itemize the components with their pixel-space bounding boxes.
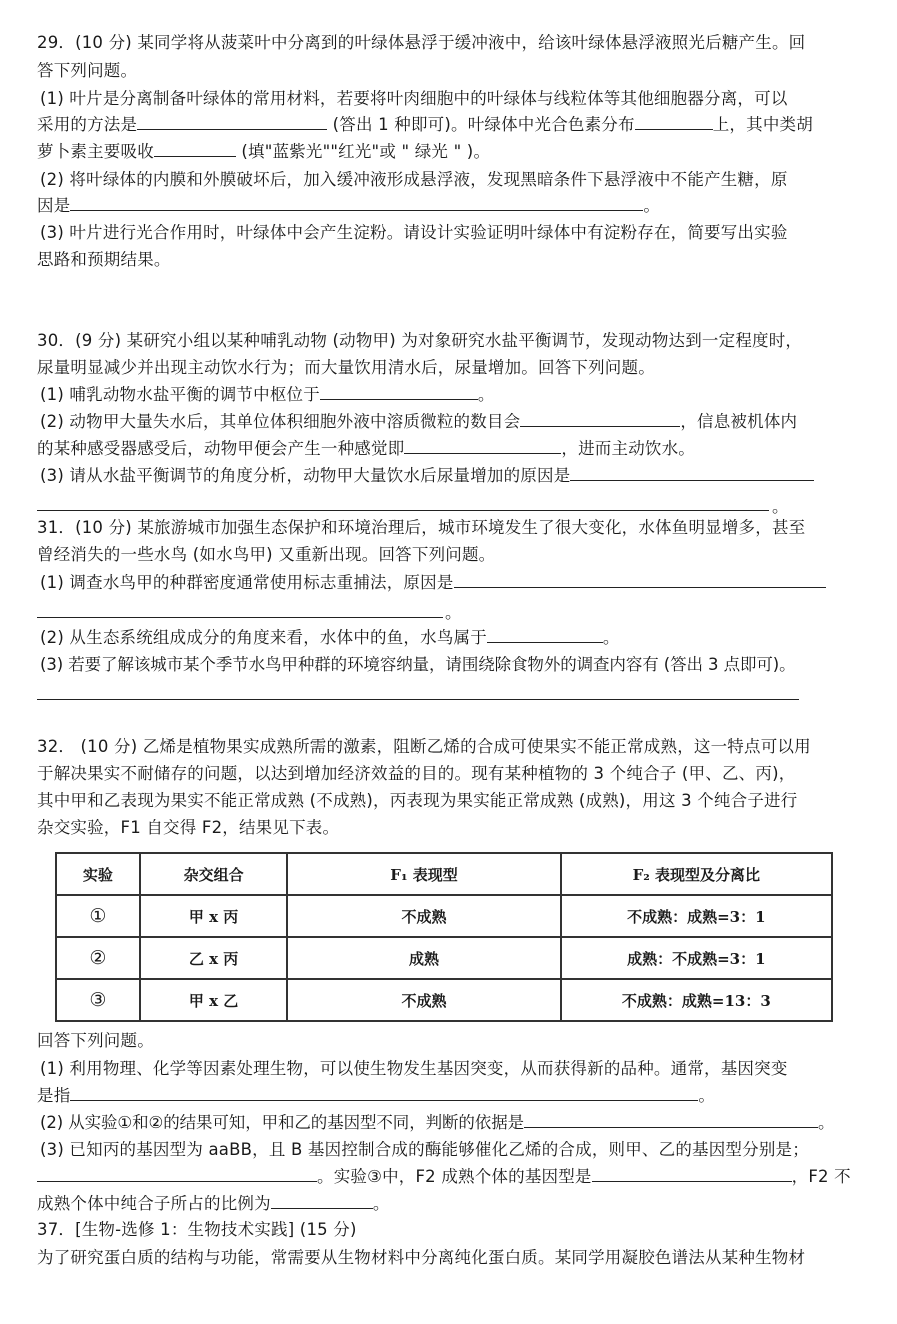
header-f1-phenotype: F₁ 表现型 [287,853,560,895]
q29-part1-text-c: 上，其中类胡 [712,115,813,134]
q31-answer-blank-reason-b[interactable] [37,617,443,618]
q29-part1-text-a: 采用的方法是 [37,115,138,134]
q30-answer-blank-urine-reason-a[interactable] [570,466,814,481]
q32-part1-line1: (1) 利用物理、化学等因素处理生物，可以使生物发生基因突变，从而获得新的品种。通常，基因突变 [40,1059,788,1078]
table-row [56,979,832,1021]
q32-part3-end: 。 [372,1194,390,1213]
q29-part2-line1: (2) 将叶绿体的内膜和外膜破坏后，加入缓冲液形成悬浮液，发现黑暗条件下悬浮液中不能产生糖，原 [40,170,788,189]
q30-part3-text: (3) 请从水盐平衡调节的角度分析，动物甲大量饮水后尿量增加的原因是 [40,466,571,485]
header-f2-ratio: F₂ 表现型及分离比 [561,853,832,895]
q30-answer-blank-solute[interactable] [520,412,680,427]
q30-part1-end: 。 [477,385,495,404]
q32-part1-line2 [37,1086,715,1106]
q29-stem-line1: 29．(10 分) 某同学将从菠菜叶中分离到的叶绿体悬浮于缓冲液中，给该叶绿体悬浮液照光后糖产生。回 [37,33,806,52]
q30-stem-line1: 30．(9 分) 某研究小组以某种哺乳动物 (动物甲) 为对象研究水盐平衡调节，发现动物达到一定程度时， [37,331,803,350]
q31-part2 [40,628,620,648]
q32-part1-end: 。 [698,1086,716,1105]
q30-part1-text: (1) 哺乳动物水盐平衡的调节中枢位于 [40,385,320,404]
q29-part1-line3 [37,142,490,162]
q32-part3-text-c: 成熟个体中纯合子所占的比例为 [37,1194,271,1213]
q32-stem-line2: 于解决果实不耐储存的问题，以达到增加经济效益的目的。现有某种植物的 3 个纯合子 (甲、乙、丙)， [37,764,796,783]
q29-answer-blank-light[interactable] [154,142,236,157]
q30-part3-end: 。 [772,497,789,516]
cell-experiment: ③ [56,979,140,1021]
q30-part2-text-d: ，进而主动饮水。 [561,439,696,458]
header-experiment: 实验 [56,853,140,895]
q31-part2-text: (2) 从生态系统组成成分的角度来看，水体中的鱼，水鸟属于 [40,628,487,647]
q32-part2 [40,1113,834,1133]
q32-part1-text: 是指 [37,1086,71,1105]
q32-answer-blank-f2-mature-genotype[interactable] [592,1167,792,1182]
q32-answer-blank-basis[interactable] [524,1113,818,1128]
q32-answer-blank-mutation[interactable] [70,1086,698,1101]
q32-stem-line4: 杂交实验，F1 自交得 F2，结果见下表。 [37,818,340,837]
q29-part2-line2 [37,196,660,216]
q30-stem-line2: 尿量明显减少并出现主动饮水行为；而大量饮用清水后，尿量增加。回答下列问题。 [37,358,655,377]
q30-part2-text-c: 的某种感受器感受后，动物甲便会产生一种感觉即 [37,439,405,458]
q31-part1-text: (1) 调查水鸟甲的种群密度通常使用标志重捕法，原因是 [40,573,454,592]
q31-part3: (3) 若要了解该城市某个季节水鸟甲种群的环境容纳量，请围绕除食物外的调查内容有 (答出 3 点即可)。 [40,655,796,674]
q30-answer-blank-urine-reason-b[interactable] [37,510,769,511]
cell-f2: 不成熟：成熟=13：3 [561,979,832,1021]
q30-part1 [40,385,495,405]
header-cross: 杂交组合 [140,853,288,895]
q31-stem-line2: 曾经消失的一些水鸟 (如水鸟甲) 又重新出现。回答下列问题。 [37,545,496,564]
q32-part2-text: (2) 从实验①和②的结果可知，甲和乙的基因型不同，判断的依据是 [40,1113,525,1132]
q32-after-table: 回答下列问题。 [37,1031,154,1050]
q31-answer-blank-reason-a[interactable] [454,573,826,588]
q31-answer-blank-component[interactable] [487,628,603,643]
cell-cross: 乙 x 丙 [140,937,288,979]
q30-part2-text-b: ，信息被机体内 [680,412,798,431]
q30-part3-line1 [40,466,814,486]
cell-cross: 甲 x 丙 [140,895,288,937]
q29-answer-blank-pigment-location[interactable] [635,115,713,130]
q30-part2-line1 [40,412,797,432]
q29-answer-blank-method[interactable] [137,115,327,130]
q30-answer-blank-center[interactable] [320,385,478,400]
q32-part3-line3 [37,1194,390,1214]
q31-part1-end: 。 [445,603,462,622]
q37-line1: 为了研究蛋白质的结构与功能，常需要从生物材料中分离纯化蛋白质。某同学用凝胶色谱法从某种生物材 [37,1248,806,1267]
q30-part2-line2 [37,439,695,459]
q32-stem-line3: 其中甲和乙表现为果实不能正常成熟 (不成熟)，丙表现为果实能正常成熟 (成熟)，用这 3 个纯合子进行 [37,791,798,810]
q29-part2-text-b: 。 [643,196,661,215]
cell-f1: 成熟 [287,937,560,979]
q31-part2-end: 。 [602,628,620,647]
q32-part3-text-b: ，F2 不 [791,1167,851,1186]
cell-cross: 甲 x 乙 [140,979,288,1021]
q31-answer-blank-survey[interactable] [37,699,799,700]
table-row [56,937,832,979]
q37-title: 37．[生物-选修 1：生物技术实践] (15 分) [37,1220,357,1239]
table-row [56,895,832,937]
q29-part1-text-e: (填"蓝紫光""红光"或 " 绿光 " )。 [235,142,491,161]
q29-part1-line1: (1) 叶片是分离制备叶绿体的常用材料，若要将叶肉细胞中的叶绿体与线粒体等其他细胞器分离，可以 [40,89,788,108]
q31-stem-line1: 31．(10 分) 某旅游城市加强生态保护和环境治理后，城市环境发生了很大变化，水体鱼明显增多，甚至 [37,518,806,537]
q29-part3-line1: (3) 叶片进行光合作用时，叶绿体中会产生淀粉。请设计实验证明叶绿体中有淀粉存在，简要写出实验 [40,223,788,242]
q32-part3-line2 [37,1167,851,1187]
cell-f2: 不成熟：成熟=3：1 [561,895,832,937]
q32-part3-text-a: 。实验③中，F2 成熟个体的基因型是 [317,1167,592,1186]
q32-answer-blank-homozygote-ratio[interactable] [271,1194,373,1209]
hybridization-results-table [55,852,833,1022]
q29-part2-text-a: 因是 [37,196,71,215]
cell-f1: 不成熟 [287,895,560,937]
q29-answer-blank-reason[interactable] [70,196,643,211]
q29-part3-line2: 思路和预期结果。 [37,250,171,269]
q32-answer-blank-genotypes[interactable] [37,1167,317,1182]
q32-stem-line1: 32． (10 分) 乙烯是植物果实成熟所需的激素，阻断乙烯的合成可使果实不能正常成熟，这一特点可以用 [37,737,811,756]
q32-part3-line1: (3) 已知丙的基因型为 aaBB，且 B 基因控制合成的酶能够催化乙烯的合成，则甲、乙的基因型分别是； [40,1140,809,1159]
cell-experiment: ② [56,937,140,979]
q30-answer-blank-sensation[interactable] [404,439,561,454]
q32-part2-end: 。 [818,1113,835,1132]
q29-stem-line2: 答下列问题。 [37,61,138,80]
q29-part1-text-d: 萝卜素主要吸收 [37,142,154,161]
cell-experiment: ① [56,895,140,937]
q29-part1-text-b: (答出 1 种即可)。叶绿体中光合色素分布 [327,115,635,134]
q31-part1-line1 [40,573,826,593]
q29-part1-line2 [37,115,813,135]
cell-f2: 成熟：不成熟=3：1 [561,937,832,979]
cell-f1: 不成熟 [287,979,560,1021]
q30-part2-text-a: (2) 动物甲大量失水后，其单位体积细胞外液中溶质微粒的数目会 [40,412,521,431]
table-header-row [56,853,832,895]
